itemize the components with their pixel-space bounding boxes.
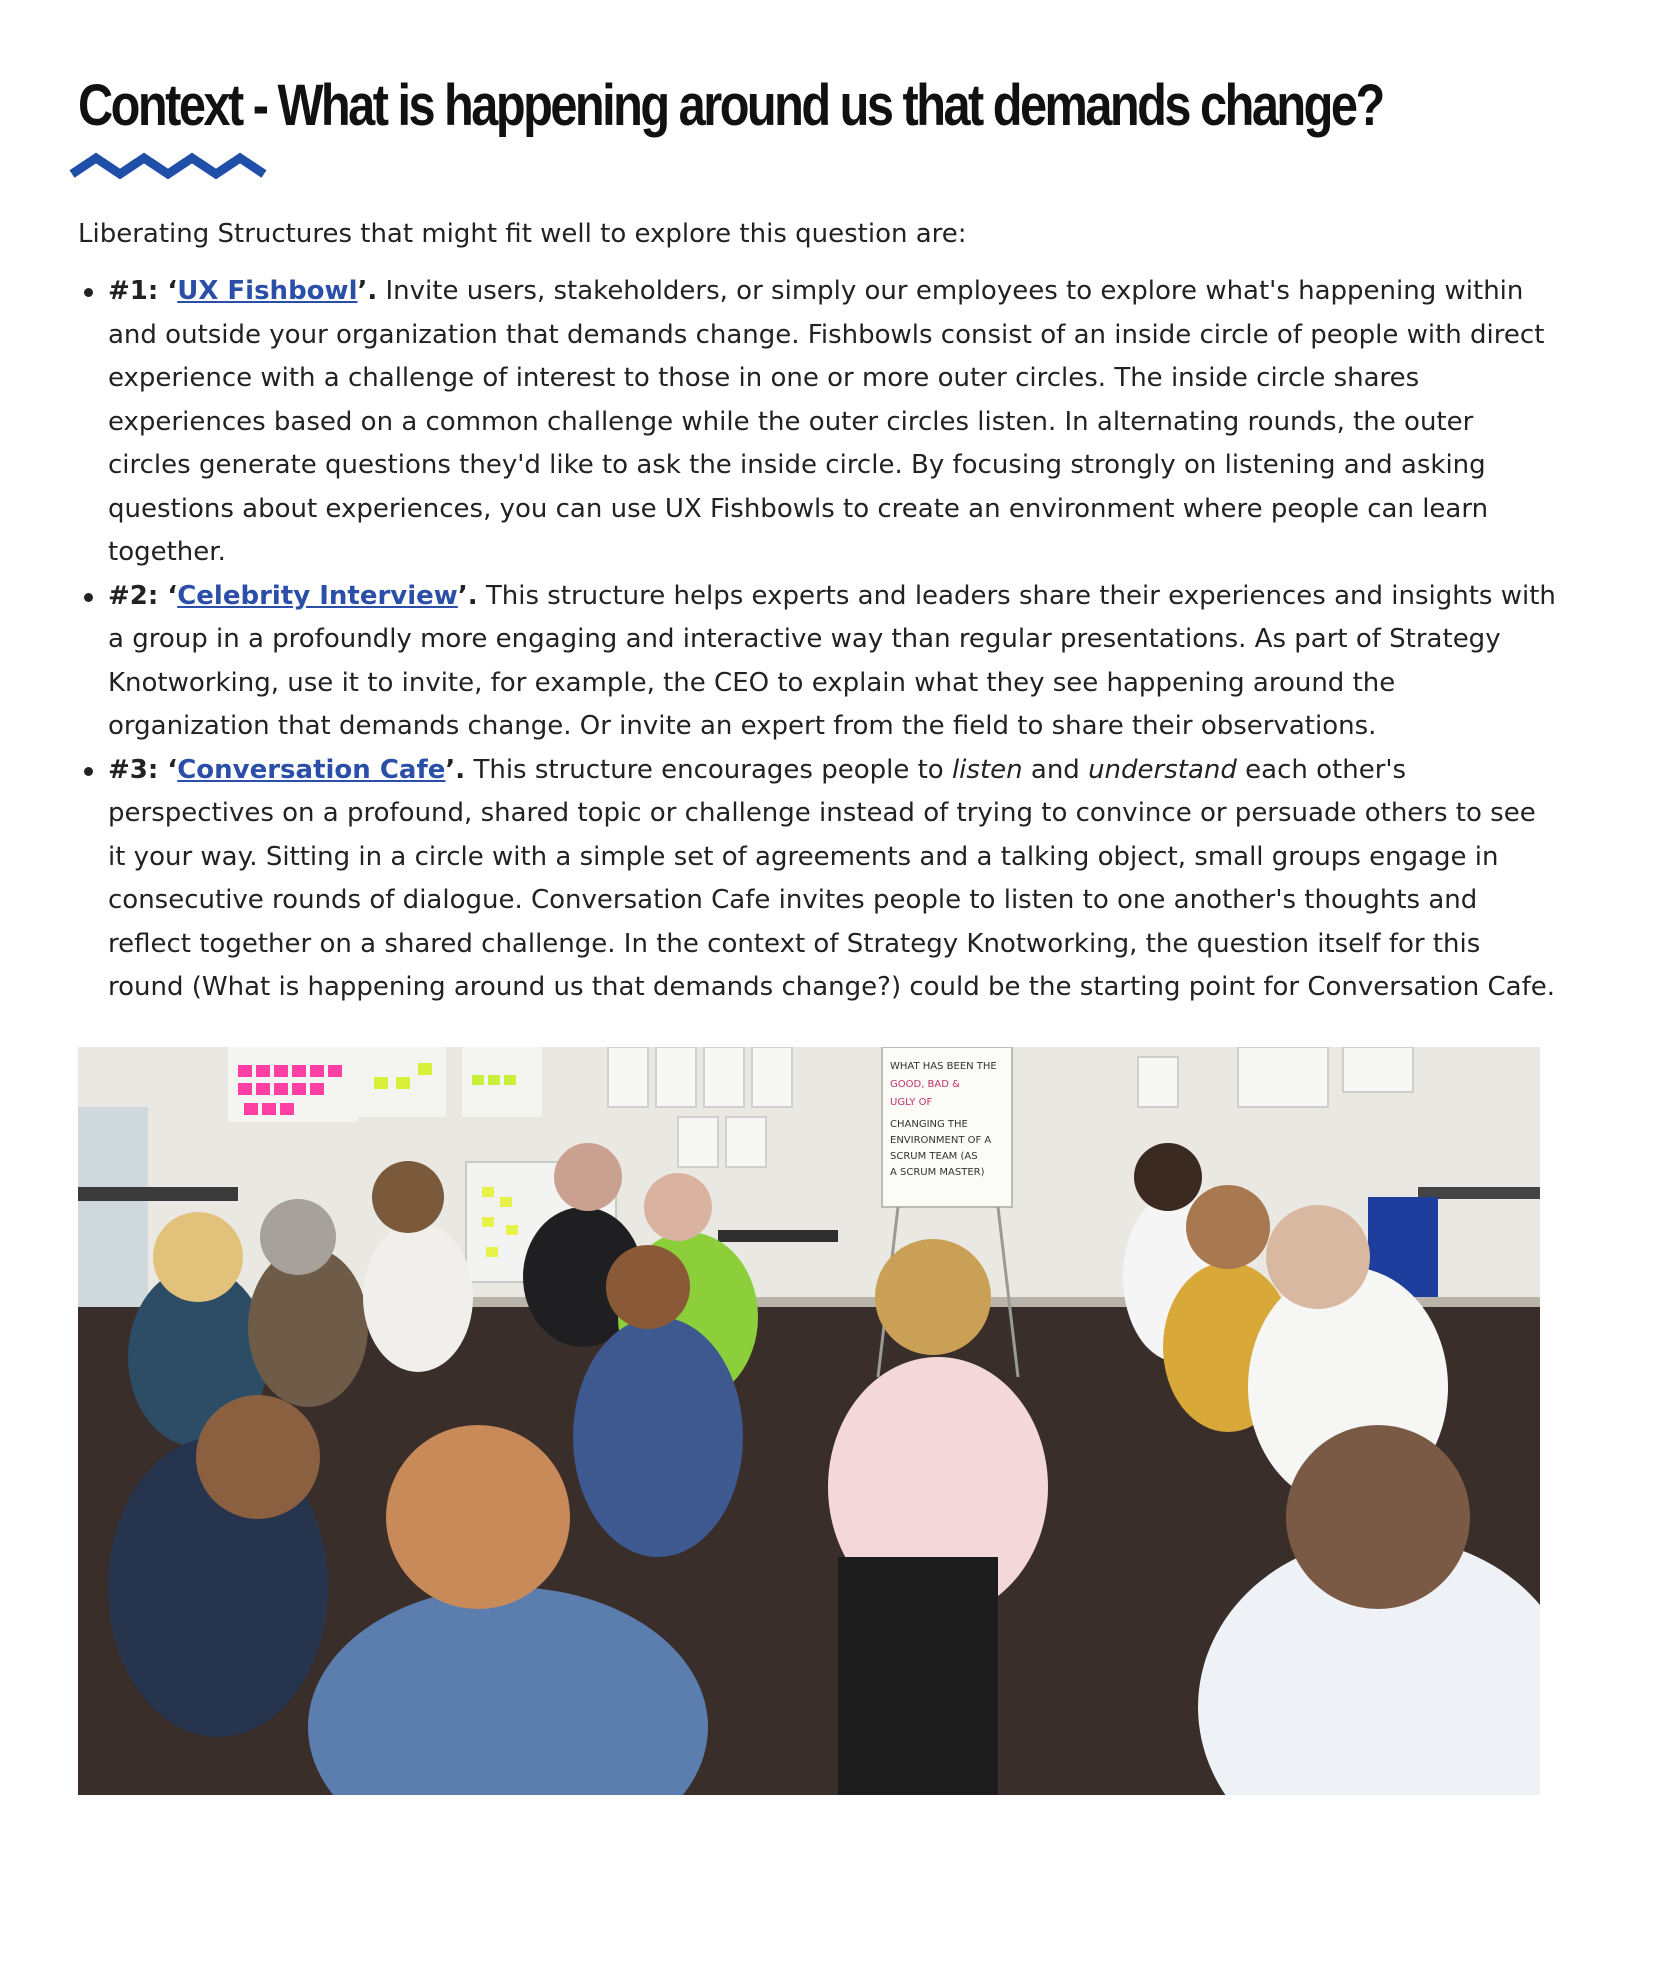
item-text: This structure helps experts and leaders share their experiences and insights with a group in a profoundly more engaging and interactive way than regular presentations. As part of Strategy Knotworking, use it to invite, for example, the CEO to explain what they see happening around the organization that demands change. Or invite an expert from the field to share their observations. — [108, 580, 1556, 741]
intro-text: Liberating Structures that might fit well to explore this question are: — [78, 219, 967, 249]
item-close: ’. — [357, 276, 378, 306]
item-number: #3: ‘ — [108, 754, 178, 785]
item-text: Invite users, stakeholders, or simply our employees to explore what's happening within and outside your organization that demands change. Fishbowls consist of an inside circle of people with direct experience with a challenge of interest to those in one or more outer circles. The inside circle shares experiences based on a common challenge while the outer circles listen. In alternating rounds, the outer circles generate questions they'd like to ask the inside circle. By focusing strongly on listening and asking questions about experiences, you can use UX Fishbowls to create an environment where people can learn together. — [108, 276, 1545, 567]
flipchart-line: CHANGING THE — [890, 1119, 968, 1130]
section-heading: Context - What is happening around us that demands change? — [78, 73, 1383, 138]
flipchart-line: WHAT HAS BEEN THE — [890, 1061, 997, 1072]
list-item — [108, 749, 1558, 1010]
structures-list — [78, 270, 1558, 1010]
conversation-cafe-link[interactable]: Conversation Cafe — [177, 754, 446, 785]
item-number: #2: ‘ — [108, 580, 178, 611]
item-text: and — [1022, 754, 1089, 785]
list-item — [108, 575, 1558, 749]
article-section — [78, 70, 1558, 1010]
item-text: each other's perspectives on a profound, shared topic or challenge instead of trying to convince or persuade others to see it your way. Sitting in a circle with a simple set of agreements and a talking object, small groups engage in consecutive rounds of dialogue. Conversation Cafe invites people to listen to one another's thoughts and reflect together on a shared challenge. In the context of Strategy Knotworking, the question itself for this round (What is happening around us that demands change?) could be the starting point for Conversation Cafe. — [108, 754, 1555, 1002]
flipchart-line: UGLY OF — [890, 1097, 933, 1108]
workshop-photo — [78, 1047, 1540, 1795]
ux-fishbowl-link[interactable]: UX Fishbowl — [177, 276, 358, 306]
emphasis-listen: listen — [951, 754, 1023, 785]
item-number: #1: ‘ — [108, 276, 178, 306]
flipchart-line: SCRUM TEAM (AS — [890, 1151, 978, 1162]
celebrity-interview-link[interactable]: Celebrity Interview — [177, 580, 458, 611]
item-close: ’. — [457, 580, 478, 611]
item-close: ’. — [445, 754, 466, 785]
flipchart-line: A SCRUM MASTER) — [890, 1167, 985, 1178]
flipchart-line: GOOD, BAD & — [890, 1079, 960, 1090]
squiggle-decoration — [68, 148, 268, 182]
flipchart-line: ENVIRONMENT OF A — [890, 1135, 992, 1146]
emphasis-understand: understand — [1088, 754, 1237, 785]
item-text: This structure encourages people to — [465, 754, 952, 785]
list-item — [108, 270, 1558, 575]
